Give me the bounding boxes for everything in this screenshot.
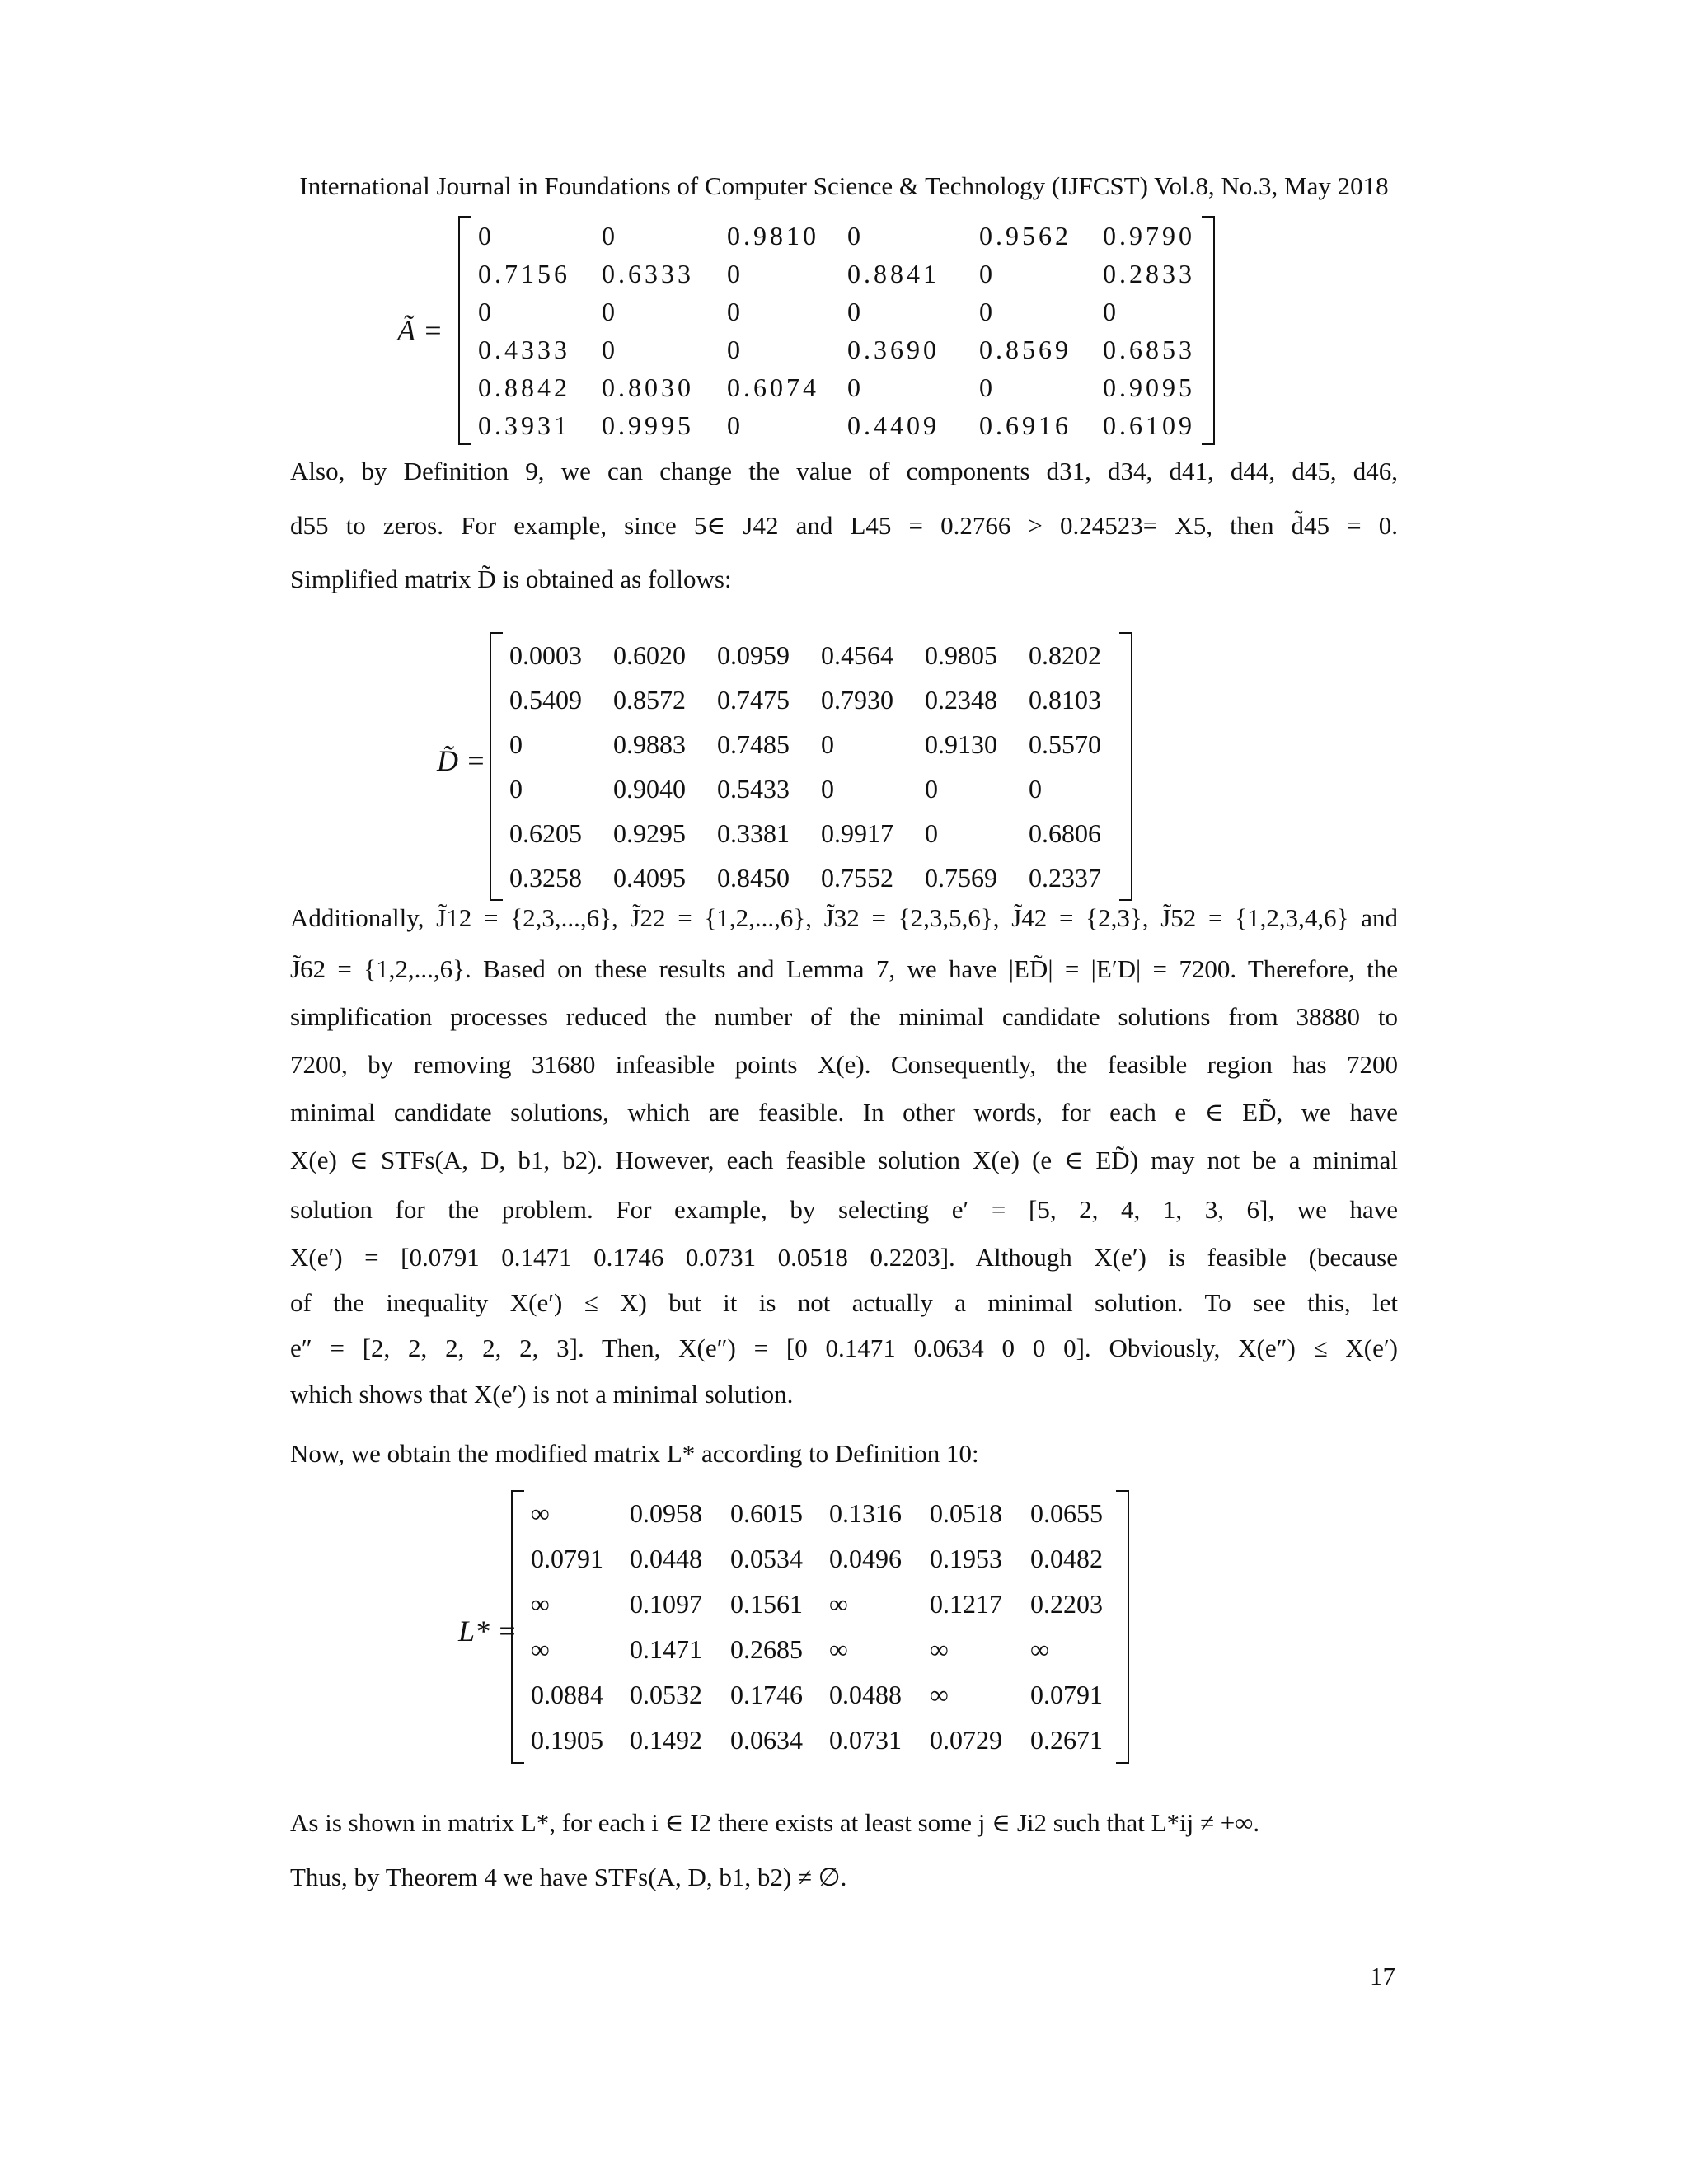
matrix-a-cell: 0 bbox=[979, 372, 996, 402]
matrix-d-cell: 0.8103 bbox=[1029, 684, 1101, 715]
para4-line1: As is shown in matrix L*, for each i ∈ I2 there exists at least some j ∈ Ji2 such that L*ij ≠ +∞. bbox=[290, 1808, 1260, 1837]
matrix-a-cell: 0.8842 bbox=[478, 372, 570, 402]
matrix-d-cell: 0 bbox=[509, 773, 523, 804]
matrix-d-cell: 0.9805 bbox=[925, 640, 997, 670]
matrix-a-cell: 0 bbox=[979, 258, 996, 288]
matrix-l-cell: 0.0488 bbox=[829, 1680, 902, 1709]
matrix-a-cell: 0.3690 bbox=[847, 334, 940, 364]
matrix-a-cell: 0.2833 bbox=[1103, 258, 1195, 288]
matrix-d-cell: 0.9040 bbox=[613, 773, 686, 804]
matrix-a-row bbox=[459, 255, 1214, 293]
matrix-l-cell: 0.0791 bbox=[531, 1544, 603, 1573]
matrix-l-cell: 0.1905 bbox=[531, 1725, 603, 1755]
matrix-d bbox=[490, 632, 1132, 901]
matrix-d-cell: 0.7475 bbox=[717, 684, 790, 715]
matrix-a-cell: 0.6916 bbox=[979, 410, 1071, 440]
matrix-d-cell: 0.7485 bbox=[717, 729, 790, 759]
matrix-l-cell: 0.0731 bbox=[829, 1725, 902, 1755]
matrix-d-cell: 0.2348 bbox=[925, 684, 997, 715]
para1-line3: Simplified matrix D̃ is obtained as follows: bbox=[290, 565, 732, 593]
matrix-l-cell: 0.0884 bbox=[531, 1680, 603, 1709]
matrix-a-cell: 0.6074 bbox=[727, 372, 819, 402]
matrix-d-cell: 0.6806 bbox=[1029, 818, 1101, 848]
matrix-a-cell: 0 bbox=[602, 334, 618, 364]
matrix-d-row bbox=[490, 633, 1132, 677]
matrix-l-row bbox=[512, 1718, 1128, 1763]
matrix-l-table bbox=[511, 1490, 1129, 1764]
matrix-a-left-bracket bbox=[459, 217, 471, 444]
matrix-l-cell: 0.2203 bbox=[1030, 1589, 1103, 1619]
matrix-l-cell: ∞ bbox=[930, 1634, 949, 1664]
matrix-l-cell: 0.1561 bbox=[730, 1589, 803, 1619]
matrix-l-cell: ∞ bbox=[829, 1634, 848, 1664]
matrix-d-cell: 0.6205 bbox=[509, 818, 582, 848]
matrix-l-cell: 0.0791 bbox=[1030, 1680, 1103, 1709]
matrix-l-row bbox=[512, 1491, 1128, 1536]
matrix-d-cell: 0.8450 bbox=[717, 862, 790, 893]
matrix-l-cell: 0.1316 bbox=[829, 1498, 902, 1528]
matrix-a-cell: 0 bbox=[602, 296, 618, 326]
para2-line8: X(e′) = [0.0791 0.1471 0.1746 0.0731 0.0518 0.2203]. Although X(e′) is feasible (because bbox=[290, 1243, 1398, 1272]
matrix-l-cell: ∞ bbox=[531, 1634, 550, 1664]
matrix-a-cell: 0 bbox=[602, 220, 618, 251]
matrix-d-right-bracket bbox=[1119, 633, 1132, 900]
matrix-d-cell: 0.2337 bbox=[1029, 862, 1101, 893]
matrix-a bbox=[458, 216, 1215, 445]
matrix-a-cell: 0.9810 bbox=[727, 220, 819, 251]
para4-line2: Thus, by Theorem 4 we have STFs(A, D, b1, b2) ≠ ∅. bbox=[290, 1863, 847, 1891]
para1-line1: Also, by Definition 9, we can change the value of components d31, d34, d41, d44, d45, d46, bbox=[290, 457, 1398, 485]
para2-line11: which shows that X(e′) is not a minimal solution. bbox=[290, 1380, 794, 1408]
para2-line1: Additionally, J̃12 = {2,3,...,6}, J̃22 = {1,2,...,6}, J̃32 = {2,3,5,6}, J̃42 = {2,3}, J̃52 = {1,2,3,4,6} and bbox=[290, 903, 1398, 932]
matrix-d-cell: 0.0959 bbox=[717, 640, 790, 670]
matrix-l-cell: ∞ bbox=[1030, 1634, 1049, 1664]
matrix-d-cell: 0.9130 bbox=[925, 729, 997, 759]
matrix-a-cell: 0.4409 bbox=[847, 410, 940, 440]
matrix-l-cell: 0.2685 bbox=[730, 1634, 803, 1664]
matrix-l-left-bracket bbox=[512, 1491, 524, 1763]
matrix-d-table bbox=[490, 632, 1132, 901]
matrix-a-cell: 0.9095 bbox=[1103, 372, 1195, 402]
matrix-d-cell: 0.0003 bbox=[509, 640, 582, 670]
matrix-a-cell: 0.6109 bbox=[1103, 410, 1195, 440]
matrix-d-cell: 0 bbox=[509, 729, 523, 759]
matrix-d-cell: 0.4564 bbox=[821, 640, 893, 670]
matrix-l-cell: ∞ bbox=[930, 1680, 949, 1709]
para3: Now, we obtain the modified matrix L* according to Definition 10: bbox=[290, 1439, 979, 1468]
matrix-l-cell: 0.0634 bbox=[730, 1725, 803, 1755]
matrix-d-row bbox=[490, 811, 1132, 855]
matrix-d-cell: 0.9295 bbox=[613, 818, 686, 848]
matrix-d-cell: 0 bbox=[1029, 773, 1042, 804]
matrix-l-cell: 0.0958 bbox=[630, 1498, 702, 1528]
matrix-l-cell: 0.0496 bbox=[829, 1544, 902, 1573]
para2-line9: of the inequality X(e′) ≤ X) but it is not actually a minimal solution. To see this, let bbox=[290, 1288, 1398, 1317]
matrix-a-row bbox=[459, 293, 1214, 330]
matrix-l-cell: 0.0532 bbox=[630, 1680, 702, 1709]
matrix-a-cell: 0 bbox=[847, 220, 864, 251]
matrix-d-cell: 0.6020 bbox=[613, 640, 686, 670]
journal-header: International Journal in Foundations of Computer Science & Technology (IJFCST) Vol.8, No.3, May 2018 bbox=[299, 171, 1389, 200]
matrix-l-cell: ∞ bbox=[531, 1589, 550, 1619]
matrix-d-row bbox=[490, 722, 1132, 766]
matrix-a-row bbox=[459, 406, 1214, 444]
matrix-a-cell: 0.8569 bbox=[979, 334, 1071, 364]
matrix-l-row bbox=[512, 1536, 1128, 1582]
para2-line2: J̃62 = {1,2,...,6}. Based on these results and Lemma 7, we have |ED̃| = |E′D| = 7200. Therefore, the bbox=[290, 954, 1398, 983]
matrix-a-cell: 0.9790 bbox=[1103, 220, 1195, 251]
matrix-a-right-bracket bbox=[1202, 217, 1214, 444]
matrix-d-left-bracket bbox=[490, 633, 503, 900]
matrix-d-cell: 0 bbox=[925, 773, 938, 804]
matrix-l-cell: 0.0448 bbox=[630, 1544, 702, 1573]
matrix-l-cell: 0.1492 bbox=[630, 1725, 702, 1755]
matrix-d-label: D̃ = bbox=[437, 744, 486, 777]
matrix-l-cell: 0.0518 bbox=[930, 1498, 1002, 1528]
matrix-l-cell: 0.0729 bbox=[930, 1725, 1002, 1755]
matrix-d-row bbox=[490, 677, 1132, 722]
matrix-a-cell: 0.6853 bbox=[1103, 334, 1195, 364]
matrix-d-cell: 0.3258 bbox=[509, 862, 582, 893]
matrix-d-cell: 0.4095 bbox=[613, 862, 686, 893]
matrix-l-row bbox=[512, 1582, 1128, 1627]
matrix-d-cell: 0 bbox=[821, 773, 834, 804]
matrix-a-cell: 0.7156 bbox=[478, 258, 570, 288]
para2-line7: solution for the problem. For example, by selecting e′ = [5, 2, 4, 1, 3, 6], we have bbox=[290, 1195, 1398, 1224]
para2-line10: e″ = [2, 2, 2, 2, 2, 3]. Then, X(e″) = [0 0.1471 0.0634 0 0 0]. Obviously, X(e″) ≤ X(e′) bbox=[290, 1333, 1398, 1362]
matrix-a-cell: 0 bbox=[847, 296, 864, 326]
matrix-l-row bbox=[512, 1627, 1128, 1672]
matrix-d-row bbox=[490, 766, 1132, 811]
matrix-l-cell: ∞ bbox=[829, 1589, 848, 1619]
matrix-l-cell: 0.1097 bbox=[630, 1589, 702, 1619]
matrix-d-cell: 0.5570 bbox=[1029, 729, 1101, 759]
matrix-a-cell: 0.9562 bbox=[979, 220, 1071, 251]
matrix-l-cell: 0.1217 bbox=[930, 1589, 1002, 1619]
matrix-d-cell: 0.9883 bbox=[613, 729, 686, 759]
matrix-a-cell: 0.8841 bbox=[847, 258, 940, 288]
matrix-l-label: L* = bbox=[458, 1615, 518, 1647]
matrix-l-cell: 0.1471 bbox=[630, 1634, 702, 1664]
matrix-d-cell: 0.5433 bbox=[717, 773, 790, 804]
matrix-d-cell: 0.7930 bbox=[821, 684, 893, 715]
matrix-l-cell: ∞ bbox=[531, 1498, 550, 1528]
matrix-a-cell: 0 bbox=[979, 296, 996, 326]
matrix-l-cell: 0.2671 bbox=[1030, 1725, 1103, 1755]
matrix-a-cell: 0.9995 bbox=[602, 410, 694, 440]
page-number: 17 bbox=[1370, 1961, 1395, 1990]
matrix-l bbox=[511, 1490, 1129, 1764]
matrix-a-cell: 0 bbox=[478, 220, 495, 251]
matrix-a-table bbox=[458, 216, 1215, 445]
matrix-d-cell: 0 bbox=[925, 818, 938, 848]
matrix-a-cell: 0 bbox=[847, 372, 864, 402]
matrix-l-cell: 0.1953 bbox=[930, 1544, 1002, 1573]
matrix-l-cell: 0.1746 bbox=[730, 1680, 803, 1709]
matrix-a-row bbox=[459, 330, 1214, 368]
para2-line4: 7200, by removing 31680 infeasible points X(e). Consequently, the feasible region has 7200 bbox=[290, 1050, 1398, 1079]
matrix-a-cell: 0.4333 bbox=[478, 334, 570, 364]
matrix-a-cell: 0.6333 bbox=[602, 258, 694, 288]
matrix-d-cell: 0.8202 bbox=[1029, 640, 1101, 670]
matrix-a-cell: 0 bbox=[478, 296, 495, 326]
matrix-a-cell: 0 bbox=[727, 334, 743, 364]
matrix-l-cell: 0.0482 bbox=[1030, 1544, 1103, 1573]
matrix-d-cell: 0.7552 bbox=[821, 862, 893, 893]
para2-line3: simplification processes reduced the number of the minimal candidate solutions from 38880 to bbox=[290, 1002, 1398, 1031]
matrix-l-right-bracket bbox=[1116, 1491, 1128, 1763]
para2-line5: minimal candidate solutions, which are feasible. In other words, for each e ∈ ED̃, we have bbox=[290, 1098, 1398, 1127]
matrix-d-cell: 0.3381 bbox=[717, 818, 790, 848]
matrix-d-cell: 0.7569 bbox=[925, 862, 997, 893]
para2-line6: X(e) ∈ STFs(A, D, b1, b2). However, each feasible solution X(e) (e ∈ ED̃) may not be a minimal bbox=[290, 1146, 1398, 1174]
matrix-a-cell: 0 bbox=[727, 296, 743, 326]
matrix-l-cell: 0.0655 bbox=[1030, 1498, 1103, 1528]
para1-line2: d55 to zeros. For example, since 5∈ J42 and L45 = 0.2766 > 0.24523= X5, then d̃45 = 0. bbox=[290, 511, 1398, 540]
matrix-d-cell: 0.9917 bbox=[821, 818, 893, 848]
matrix-d-cell: 0.8572 bbox=[613, 684, 686, 715]
matrix-l-cell: 0.0534 bbox=[730, 1544, 803, 1573]
matrix-d-row bbox=[490, 855, 1132, 900]
matrix-a-cell: 0 bbox=[727, 410, 743, 440]
matrix-a-cell: 0 bbox=[1103, 296, 1119, 326]
matrix-a-cell: 0.3931 bbox=[478, 410, 570, 440]
matrix-a-row bbox=[459, 217, 1214, 255]
matrix-a-label: Ã = bbox=[397, 314, 443, 347]
matrix-d-cell: 0 bbox=[821, 729, 834, 759]
matrix-a-row bbox=[459, 368, 1214, 406]
matrix-l-row bbox=[512, 1672, 1128, 1718]
matrix-l-cell: 0.6015 bbox=[730, 1498, 803, 1528]
matrix-a-cell: 0.8030 bbox=[602, 372, 694, 402]
matrix-d-cell: 0.5409 bbox=[509, 684, 582, 715]
matrix-a-cell: 0 bbox=[727, 258, 743, 288]
